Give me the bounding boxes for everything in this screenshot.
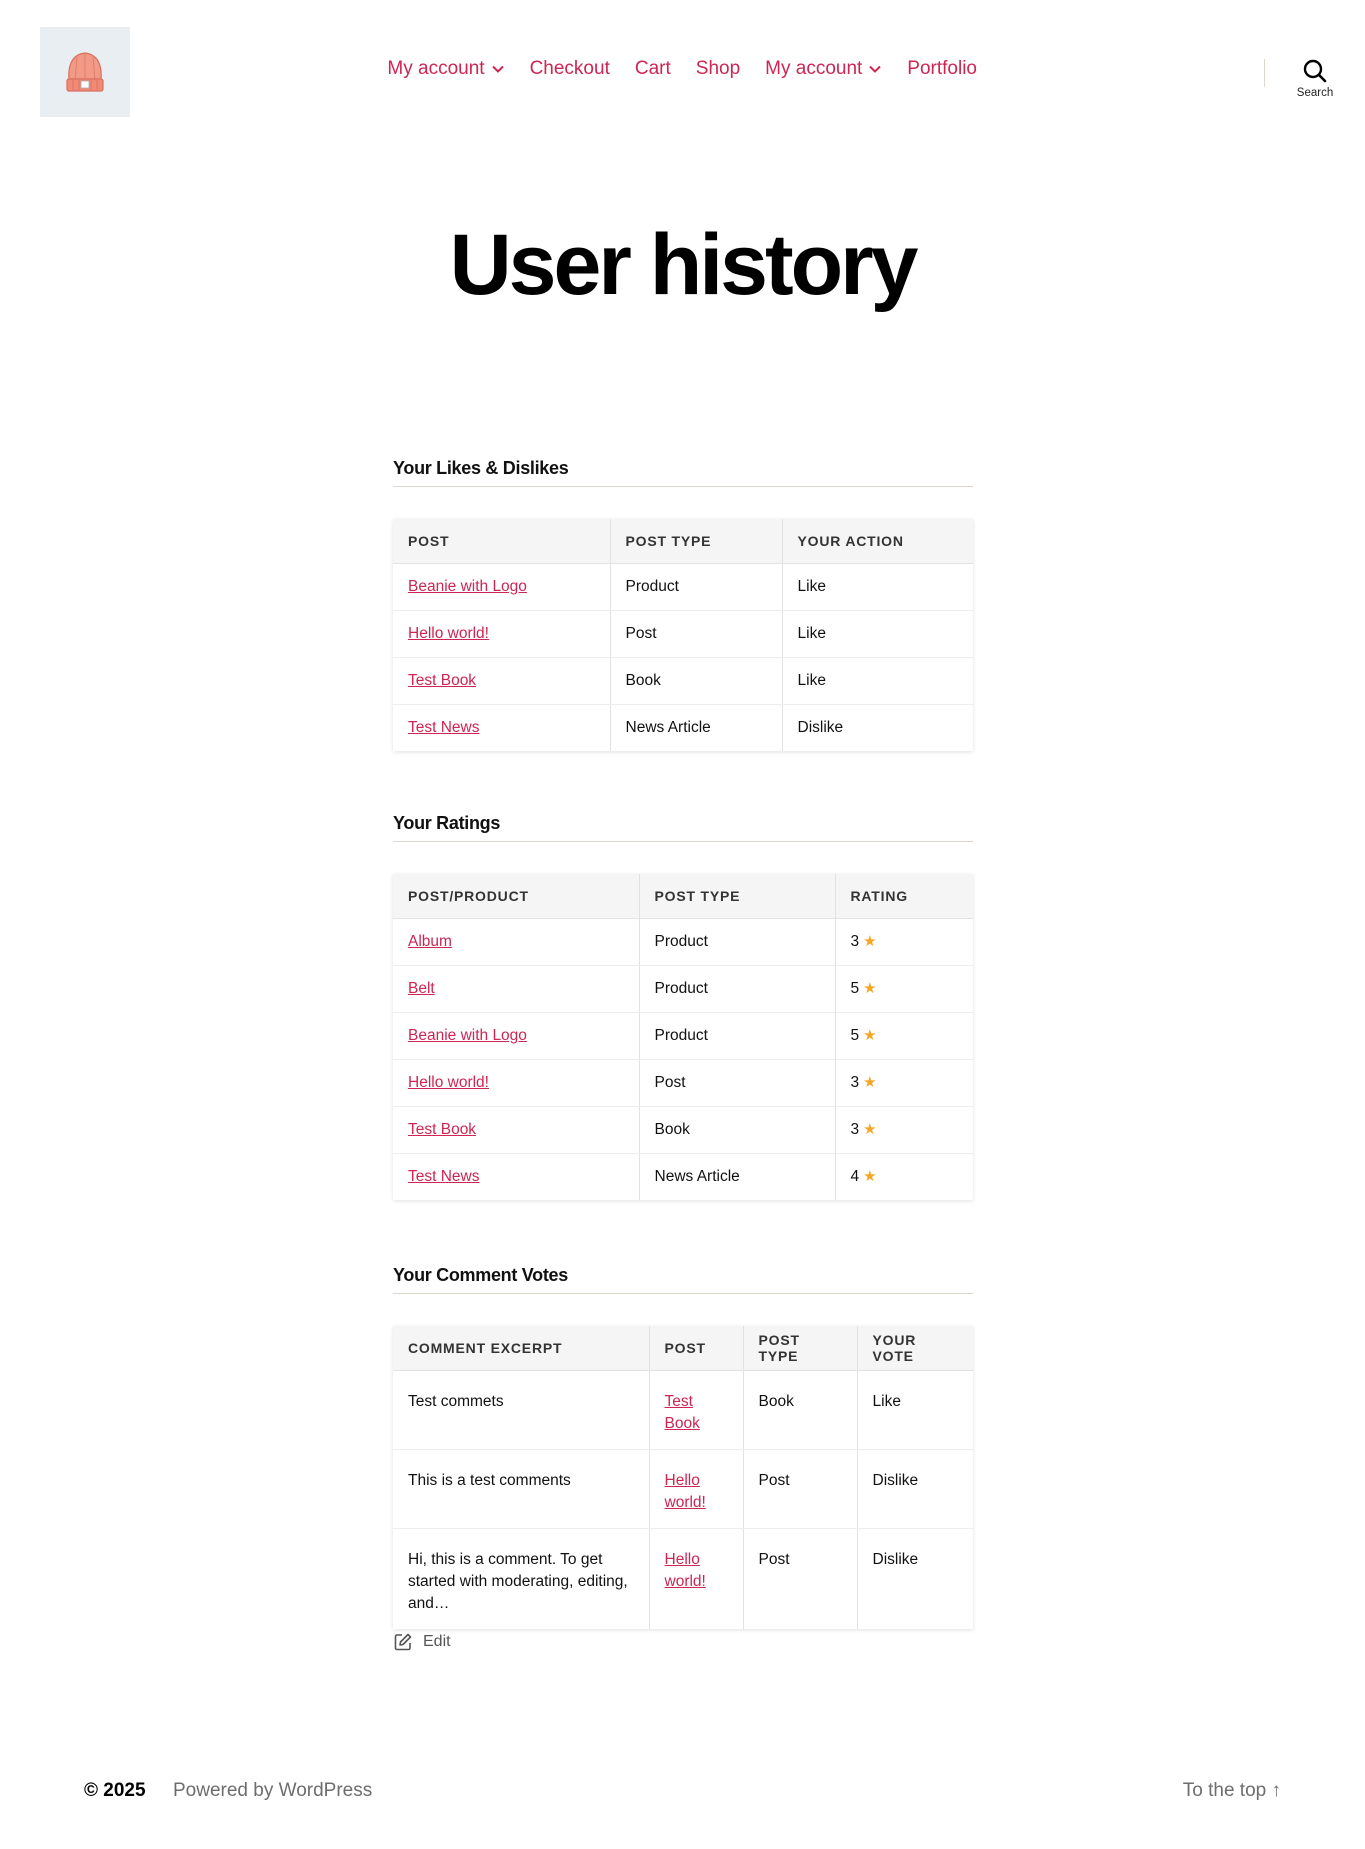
rating-cell — [835, 918, 973, 965]
post-type-cell: Post — [743, 1528, 857, 1629]
likes-section-title: Your Likes & Dislikes — [393, 458, 973, 487]
column-header: YOUR VOTE — [857, 1326, 973, 1370]
post-type-cell: Post — [743, 1449, 857, 1528]
nav-item-label: My account — [765, 58, 863, 79]
ratings-table — [393, 874, 973, 1200]
post-link[interactable]: Beanie with Logo — [408, 1026, 527, 1044]
column-header: YOUR ACTION — [782, 519, 973, 563]
edit-icon — [393, 1632, 413, 1652]
column-header: POST TYPE — [639, 874, 835, 918]
table-row — [393, 1370, 973, 1449]
rating-value: 3 — [850, 1121, 860, 1138]
rating-cell — [835, 965, 973, 1012]
column-header: POST — [649, 1326, 743, 1370]
action-cell: Like — [782, 657, 973, 704]
rating-value: 3 — [850, 933, 860, 950]
post-link[interactable]: Test News — [408, 718, 480, 736]
action-cell: Like — [782, 563, 973, 610]
post-link[interactable]: Hello world! — [664, 1471, 706, 1511]
votes-table — [393, 1326, 973, 1629]
post-type-cell: Book — [610, 657, 782, 704]
post-link[interactable]: Test Book — [664, 1392, 700, 1432]
nav-item-my-account[interactable] — [387, 58, 504, 80]
column-header: POST TYPE — [743, 1326, 857, 1370]
nav-item-label: Cart — [634, 58, 671, 79]
star-icon: ★ — [863, 1074, 877, 1091]
nav-item-shop[interactable] — [696, 58, 740, 80]
table-row — [393, 1059, 973, 1106]
post-link[interactable]: Hello world! — [408, 624, 489, 642]
excerpt-cell: This is a test comments — [393, 1449, 649, 1528]
star-icon: ★ — [863, 980, 877, 997]
post-link[interactable]: Album — [408, 932, 452, 950]
column-header: POST — [393, 519, 610, 563]
post-link[interactable]: Hello world! — [664, 1550, 706, 1590]
search-toggle-button[interactable] — [1290, 58, 1340, 99]
excerpt-cell: Test commets — [393, 1370, 649, 1449]
action-cell: Dislike — [797, 718, 844, 736]
chevron-down-icon — [491, 62, 505, 76]
table-header-row — [393, 874, 973, 918]
edit-post-link[interactable] — [393, 1632, 451, 1652]
post-type-cell: Post — [610, 610, 782, 657]
post-type-cell: Product — [610, 563, 782, 610]
rating-value: 5 — [850, 1027, 860, 1044]
post-type-cell: News Article — [639, 1153, 835, 1200]
page-title: User history — [449, 217, 916, 313]
rating-cell — [835, 1106, 973, 1153]
excerpt-cell: Hi, this is a comment. To get started with moderating, editing, and… — [393, 1528, 649, 1629]
post-type-cell: Product — [639, 1012, 835, 1059]
nav-item-label: Shop — [695, 58, 741, 79]
post-type-cell: News Article — [610, 704, 782, 751]
nav-item-cart[interactable] — [635, 58, 671, 80]
rating-cell — [835, 1012, 973, 1059]
column-header: POST/PRODUCT — [393, 874, 639, 918]
nav-item-portfolio[interactable] — [907, 58, 977, 80]
column-header: POST TYPE — [610, 519, 782, 563]
column-header: COMMENT EXCERPT — [393, 1326, 649, 1370]
post-link[interactable]: Test Book — [408, 1120, 477, 1138]
post-type-cell: Product — [639, 965, 835, 1012]
likes-table — [393, 519, 973, 751]
vote-cell: Dislike — [857, 1449, 973, 1528]
site-logo[interactable] — [40, 27, 130, 117]
table-row — [393, 1106, 973, 1153]
search-icon — [1302, 58, 1328, 84]
post-link[interactable]: Test News — [408, 1167, 480, 1185]
to-the-top-link[interactable]: To the top ↑ — [1182, 1780, 1281, 1801]
powered-by-link[interactable]: Powered by WordPress — [173, 1780, 373, 1801]
table-row — [393, 563, 973, 610]
beanie-logo-icon — [63, 47, 107, 97]
copyright: © 2025 — [84, 1780, 146, 1801]
rating-cell — [835, 1153, 973, 1200]
post-link[interactable]: Test Book — [408, 671, 477, 689]
rating-value: 3 — [850, 1074, 860, 1091]
search-label: Search — [1296, 87, 1334, 99]
post-link[interactable]: Belt — [408, 979, 435, 997]
chevron-down-icon — [868, 62, 882, 76]
post-link[interactable]: Beanie with Logo — [408, 577, 527, 595]
vote-cell: Like — [857, 1370, 973, 1449]
star-icon: ★ — [863, 1168, 877, 1186]
vote-cell: Dislike — [872, 1550, 919, 1568]
site-header — [0, 0, 1365, 140]
ratings-section-title: Your Ratings — [393, 813, 973, 842]
table-row — [393, 965, 973, 1012]
table-row — [393, 1012, 973, 1059]
post-link[interactable]: Hello world! — [408, 1073, 489, 1091]
edit-label: Edit — [423, 1633, 451, 1650]
nav-item-label: Portfolio — [907, 58, 977, 79]
table-row — [393, 918, 973, 965]
column-header: RATING — [835, 874, 973, 918]
table-row — [393, 1153, 973, 1200]
ratings-section — [393, 813, 973, 1200]
star-icon: ★ — [863, 1121, 877, 1138]
post-type-cell: Book — [639, 1106, 835, 1153]
nav-item-label: My account — [387, 58, 485, 79]
nav-item-checkout[interactable] — [530, 58, 610, 80]
rating-value: 4 — [850, 1168, 860, 1186]
table-row — [393, 610, 973, 657]
votes-section — [393, 1265, 973, 1629]
nav-divider — [1264, 59, 1265, 87]
table-row — [393, 657, 973, 704]
votes-section-title: Your Comment Votes — [393, 1265, 973, 1294]
table-row — [393, 704, 973, 751]
post-type-cell: Book — [743, 1370, 857, 1449]
likes-section — [393, 458, 973, 751]
table-row — [393, 1528, 973, 1629]
table-header-row — [393, 519, 973, 563]
rating-cell — [835, 1059, 973, 1106]
action-cell: Like — [782, 610, 973, 657]
rating-value: 5 — [850, 980, 860, 997]
star-icon: ★ — [863, 933, 877, 950]
nav-item-label: Checkout — [529, 58, 610, 79]
star-icon: ★ — [863, 1027, 877, 1044]
post-type-cell: Post — [639, 1059, 835, 1106]
table-header-row — [393, 1326, 973, 1370]
table-row — [393, 1449, 973, 1528]
nav-item-my-account-2[interactable] — [765, 58, 882, 80]
primary-nav — [387, 58, 977, 80]
post-type-cell: Product — [639, 918, 835, 965]
